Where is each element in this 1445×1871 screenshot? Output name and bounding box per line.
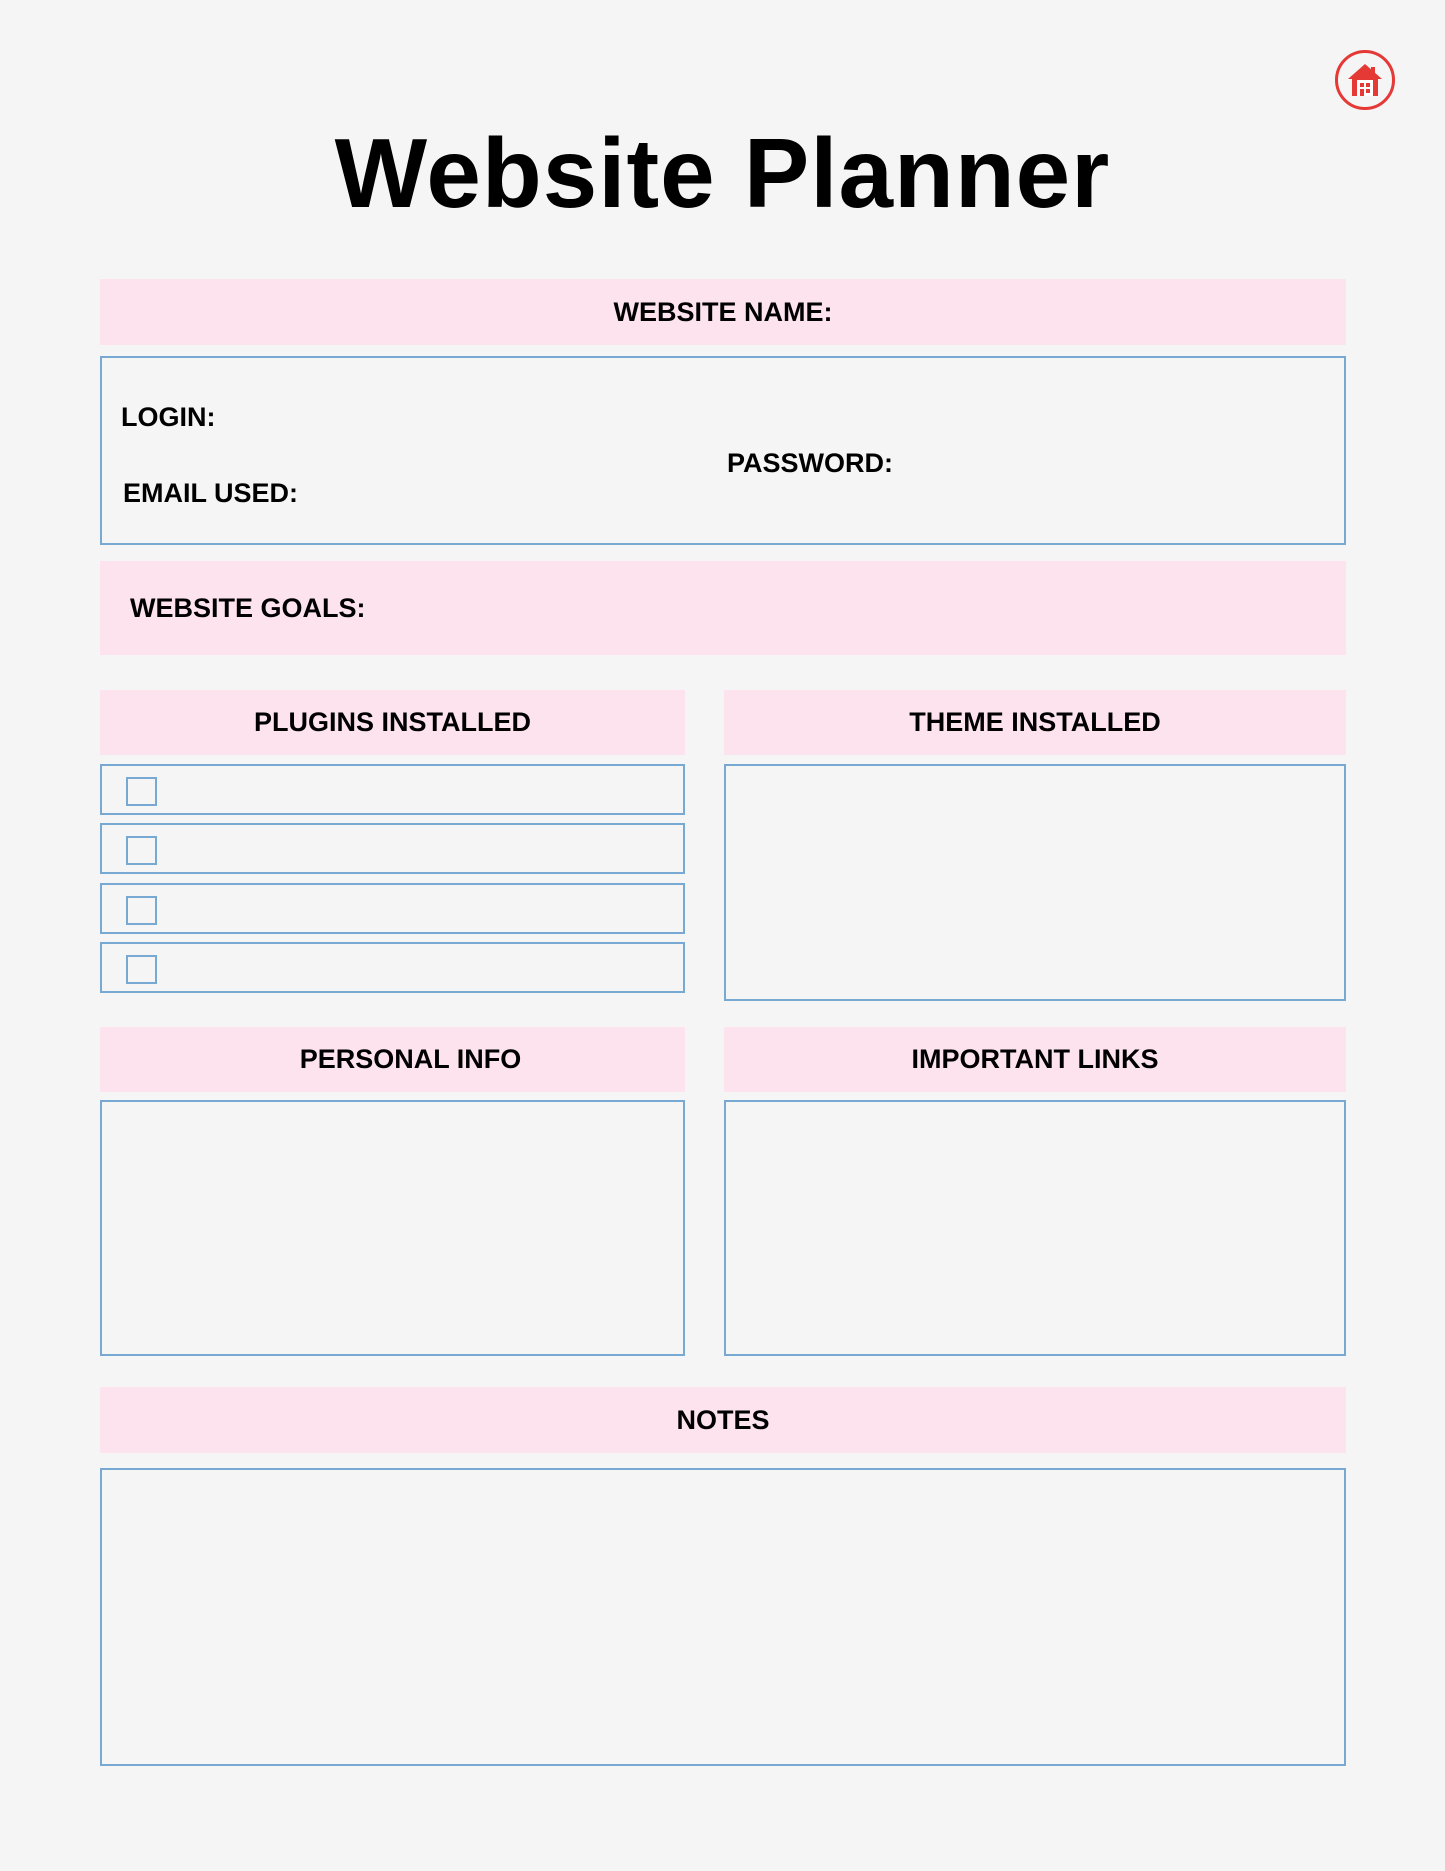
important-links-label: IMPORTANT LINKS <box>911 1044 1159 1074</box>
website-goals-area[interactable] <box>100 561 1346 655</box>
personal-info-label: PERSONAL INFO <box>299 1044 522 1074</box>
website-name-header[interactable] <box>100 279 1346 345</box>
login-label: LOGIN: <box>121 402 216 432</box>
important-links-box[interactable] <box>724 1100 1346 1356</box>
notes-box[interactable] <box>100 1468 1346 1766</box>
personal-info-header <box>100 1027 685 1092</box>
personal-info-box[interactable] <box>100 1100 685 1356</box>
notes-header <box>100 1387 1346 1453</box>
plugin-checkbox[interactable] <box>126 955 157 984</box>
page-title: Website Planner <box>334 118 1111 228</box>
home-icon <box>1343 58 1387 102</box>
website-name-label: WEBSITE NAME: <box>613 296 833 327</box>
plugin-row[interactable] <box>100 823 685 874</box>
notes-label: NOTES <box>676 1404 770 1435</box>
plugin-row[interactable] <box>100 883 685 934</box>
plugins-installed-label: PLUGINS INSTALLED <box>253 707 531 737</box>
email-used-label: EMAIL USED: <box>123 478 299 508</box>
theme-installed-header <box>724 690 1346 755</box>
important-links-header <box>724 1027 1346 1092</box>
home-button[interactable] <box>1335 50 1395 110</box>
plugin-checkbox[interactable] <box>126 896 157 925</box>
credentials-box[interactable] <box>100 356 1346 545</box>
plugin-checkbox[interactable] <box>126 777 157 806</box>
plugins-installed-header <box>100 690 685 755</box>
password-label: PASSWORD: <box>727 448 893 478</box>
website-goals-label: WEBSITE GOALS: <box>130 592 366 623</box>
plugin-checkbox[interactable] <box>126 836 157 865</box>
theme-installed-box[interactable] <box>724 764 1346 1001</box>
plugin-row[interactable] <box>100 942 685 993</box>
theme-installed-label: THEME INSTALLED <box>909 707 1161 737</box>
plugin-row[interactable] <box>100 764 685 815</box>
